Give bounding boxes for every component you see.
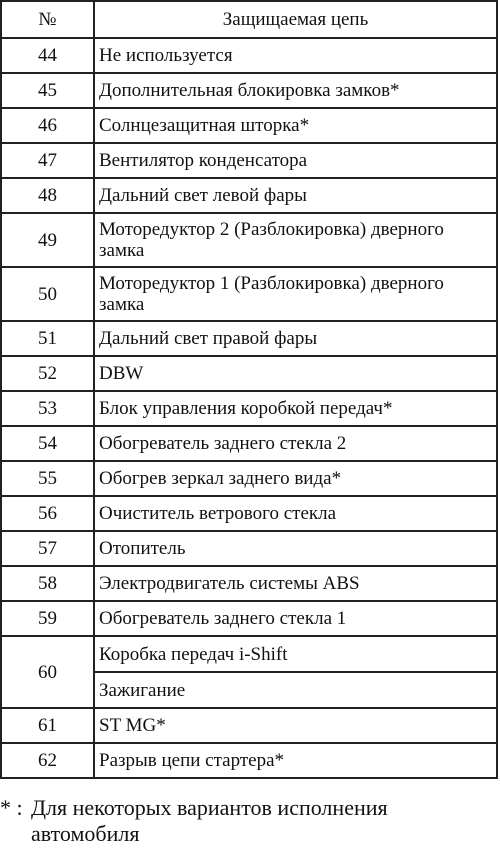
fuse-number: 49	[1, 213, 94, 267]
fuse-circuit: Дальний свет правой фары	[94, 321, 497, 356]
fuse-number: 53	[1, 391, 94, 426]
header-circuit: Защищаемая цепь	[94, 1, 497, 38]
fuse-number: 47	[1, 143, 94, 178]
table-row	[1, 38, 497, 73]
table-row	[1, 708, 497, 743]
fuse-circuit: ST MG*	[94, 708, 497, 743]
fuse-circuit: Электродвигатель системы ABS	[94, 566, 497, 601]
table-row	[1, 178, 497, 213]
fuse-number: 44	[1, 38, 94, 73]
fuse-circuit-secondary: Зажигание	[94, 672, 497, 708]
table-row	[1, 356, 497, 391]
fuse-circuit: Очиститель ветрового стекла	[94, 496, 497, 531]
table-row	[1, 73, 497, 108]
table-row	[1, 743, 497, 778]
footnote-text: Для некоторых вариантов исполнения автомобиля	[31, 795, 388, 846]
table-row	[1, 531, 497, 566]
fuse-circuit: Обогрев зеркал заднего вида*	[94, 461, 497, 496]
table-row	[1, 566, 497, 601]
fuse-number: 46	[1, 108, 94, 143]
table-row	[1, 636, 497, 672]
fuse-circuit: Не используется	[94, 38, 497, 73]
fuse-circuit: Отопитель	[94, 531, 497, 566]
fuse-number: 59	[1, 601, 94, 636]
table-row	[1, 213, 497, 267]
fuse-number: 45	[1, 73, 94, 108]
table-row	[1, 601, 497, 636]
table-row	[1, 426, 497, 461]
footnote-mark: * :	[0, 795, 23, 820]
header-number: №	[1, 1, 94, 38]
fuse-circuit: Обогреватель заднего стекла 1	[94, 601, 497, 636]
table-header-row	[1, 1, 497, 38]
fuse-number: 60	[1, 636, 94, 708]
table-row	[1, 461, 497, 496]
fuse-circuit: Солнцезащитная шторка*	[94, 108, 497, 143]
fuse-number: 51	[1, 321, 94, 356]
table-row	[1, 321, 497, 356]
fuse-number: 61	[1, 708, 94, 743]
fuse-circuit: Блок управления коробкой передач*	[94, 391, 497, 426]
fuse-number: 57	[1, 531, 94, 566]
fuse-number: 50	[1, 267, 94, 321]
fuse-number: 48	[1, 178, 94, 213]
fuse-circuit: Моторедуктор 2 (Разблокировка) дверного замка	[94, 213, 497, 267]
fuse-circuit: Моторедуктор 1 (Разблокировка) дверного замка	[94, 267, 497, 321]
fuse-circuit: Обогреватель заднего стекла 2	[94, 426, 497, 461]
fuse-circuit: Дальний свет левой фары	[94, 178, 497, 213]
table-row	[1, 267, 497, 321]
fuse-number: 54	[1, 426, 94, 461]
table-row	[1, 496, 497, 531]
fuse-circuit: DBW	[94, 356, 497, 391]
table-row	[1, 391, 497, 426]
fuse-number: 62	[1, 743, 94, 778]
fuse-number: 55	[1, 461, 94, 496]
fuse-number: 58	[1, 566, 94, 601]
fuse-circuit: Разрыв цепи стартера*	[94, 743, 497, 778]
fuse-number: 56	[1, 496, 94, 531]
fuse-number: 52	[1, 356, 94, 391]
fuse-circuit: Коробка передач i-Shift	[94, 636, 497, 672]
table-row	[1, 108, 497, 143]
fuse-circuit: Вентилятор конденсатора	[94, 143, 497, 178]
fuse-circuit: Дополнительная блокировка замков*	[94, 73, 497, 108]
table-row	[1, 143, 497, 178]
